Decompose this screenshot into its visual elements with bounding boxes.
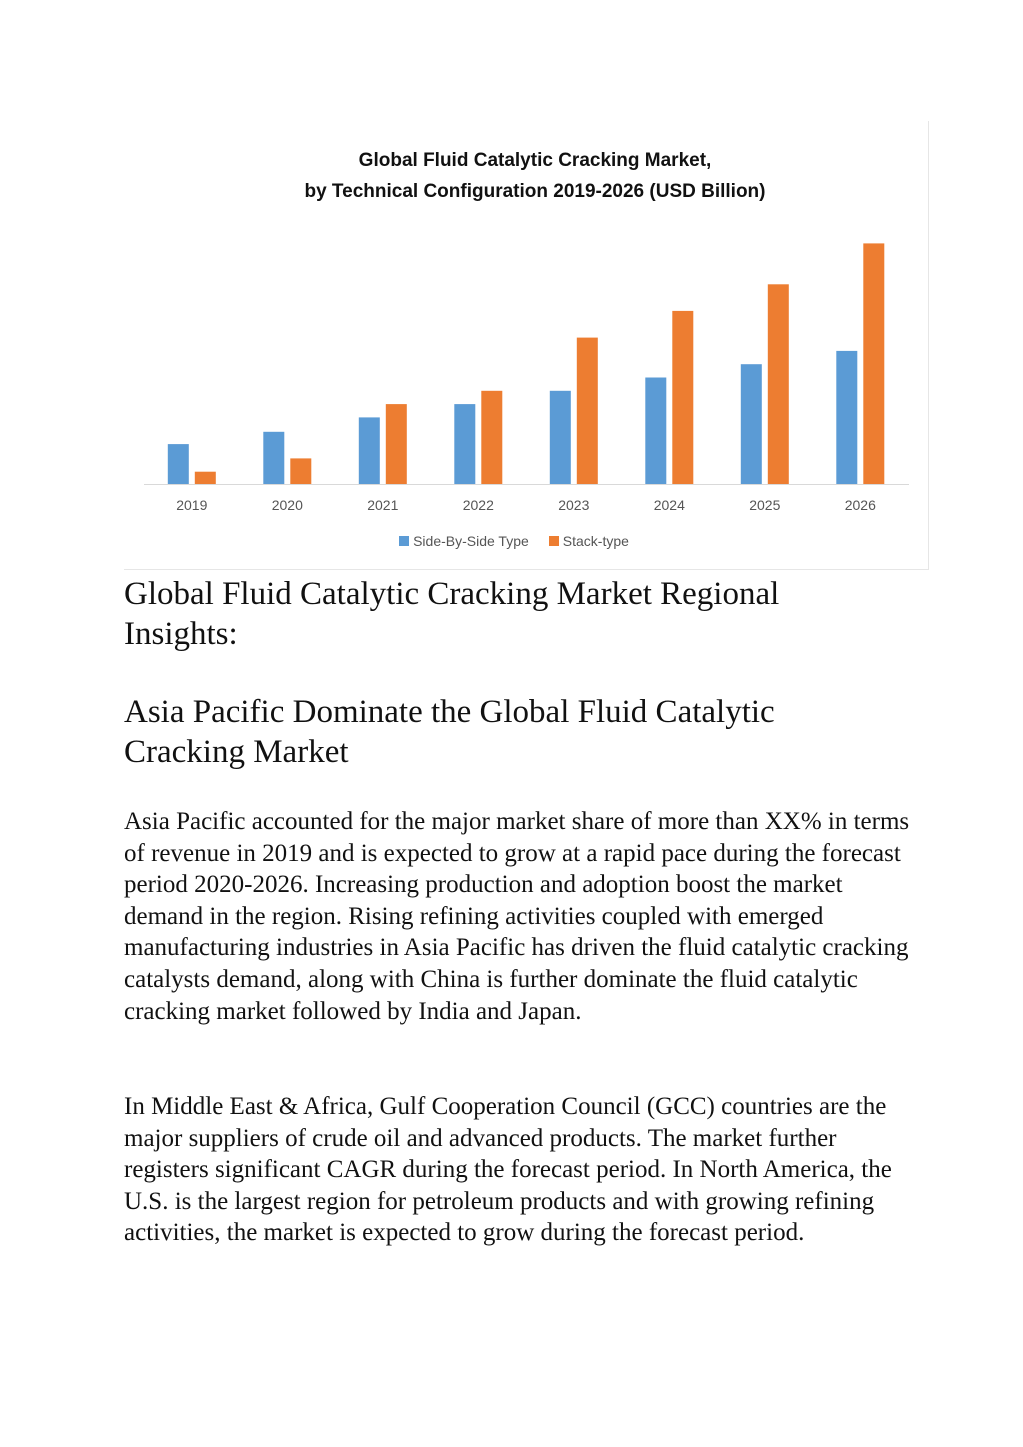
x-tick-label-2019: 2019 — [176, 497, 208, 513]
bar-side-by-side-2023 — [550, 391, 571, 484]
x-tick-label-2021: 2021 — [367, 497, 399, 513]
bar-chart — [124, 121, 929, 541]
bar-stack-type-2022 — [481, 391, 502, 484]
legend-label-side-by-side: Side-By-Side Type — [413, 533, 529, 549]
x-tick-label-2024: 2024 — [653, 497, 685, 513]
legend-item-stack-type — [549, 533, 629, 549]
bar-stack-type-2024 — [672, 311, 693, 484]
bar-side-by-side-2019 — [168, 444, 189, 484]
asia-pacific-heading: Asia Pacific Dominate the Global Fluid Catalytic Cracking Market — [124, 694, 775, 770]
chart-legend — [124, 533, 904, 549]
chart-title-line-1: Global Fluid Catalytic Cracking Market, — [358, 150, 712, 171]
bar-stack-type-2023 — [577, 338, 598, 484]
asia-pacific-paragraph: Asia Pacific accounted for the major market share of more than XX% in terms of revenue in 2019 and is expected to grow at a rapid pace during the forecast period 2020-2026. Increasing production and adoption boost the market demand in the region. Rising refining activities coupled with emerged manufacturing industries in Asia Pacific has driven the fluid catalytic cracking catalysts demand, along with China is further dominate the fluid catalytic cracking market followed by India and Japan. — [124, 808, 910, 1025]
bar-side-by-side-2021 — [359, 417, 380, 484]
bar-stack-type-2021 — [386, 404, 407, 484]
x-tick-label-2026: 2026 — [844, 497, 876, 513]
bar-stack-type-2025 — [768, 284, 789, 484]
legend-item-side-by-side — [399, 533, 529, 549]
legend-label-stack-type: Stack-type — [562, 533, 629, 549]
bar-side-by-side-2022 — [454, 404, 475, 484]
mea-north-america-paragraph: In Middle East & Africa, Gulf Cooperation Council (GCC) countries are the major suppliers of crude oil and advanced products. The market further registers significant CAGR during the forecast period. In North America, the U.S. is the largest region for petroleum products and with growing refining activities, the market is expected to grow during the forecast period. — [124, 1093, 892, 1247]
regional-insights-heading: Global Fluid Catalytic Cracking Market Regional Insights: — [124, 576, 780, 652]
x-tick-label-2025: 2025 — [749, 497, 781, 513]
legend-swatch-side-by-side — [399, 536, 409, 546]
bar-side-by-side-2025 — [741, 364, 762, 484]
bar-stack-type-2020 — [290, 458, 311, 484]
bar-side-by-side-2026 — [836, 351, 857, 484]
x-tick-label-2020: 2020 — [271, 497, 303, 513]
bar-side-by-side-2020 — [263, 432, 284, 484]
x-tick-label-2023: 2023 — [558, 497, 590, 513]
legend-swatch-stack-type — [549, 536, 559, 546]
bar-stack-type-2019 — [195, 472, 216, 484]
bar-side-by-side-2024 — [645, 378, 666, 485]
bar-stack-type-2026 — [863, 243, 884, 484]
chart-title-line-2: by Technical Configuration 2019-2026 (USD Billion) — [304, 181, 766, 202]
x-tick-label-2022: 2022 — [462, 497, 494, 513]
